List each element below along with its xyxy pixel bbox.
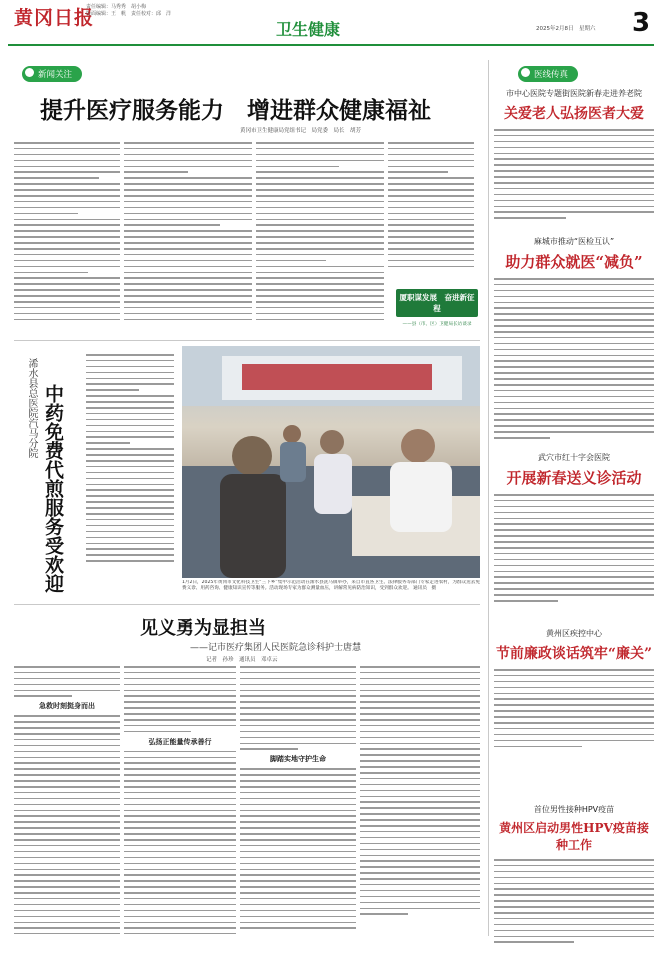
photo-caption xyxy=(182,580,480,600)
brief-1-title: 关爱老人弘扬医者大爱 xyxy=(504,106,644,122)
brief-5-text xyxy=(494,859,654,959)
feature-text-col-2 xyxy=(124,666,236,934)
brief-1-kicker: 市中心医院专题街医院新春走进养老院 xyxy=(506,89,642,98)
photo-caption-text: 1月2日，2025年黄冈市文化科技卫生“三下乡”集中示范活动在浠水县洗马镇举办，来自市直各卫生、法律服务等部门专家走进农村，为群众送去免费义诊、用药咨询、健康知识宣传等服务。活动现场专家为群众测量血压，讲解常见病防治知识，受到群众欢迎。 xyxy=(182,580,480,591)
feature-subhead-3: 脚踏实地守护生命 xyxy=(270,755,326,764)
editor-info xyxy=(86,4,171,18)
brief-5-title: 黄州区启动男性HPV疫苗接种工作 xyxy=(499,821,649,852)
lead-text-col-2 xyxy=(124,142,252,337)
column-divider xyxy=(488,60,489,936)
leaf-icon xyxy=(25,68,34,77)
medical-briefs-label xyxy=(518,66,578,82)
lead-byline: 黄冈市卫生健康局党组书记 局党委 局长 胡芳 xyxy=(240,128,362,134)
brief-2-kicker: 麻城市推动“医检互认” xyxy=(533,237,615,246)
lead-separator xyxy=(14,340,480,341)
brief-1-text xyxy=(494,129,654,225)
interview-banner xyxy=(396,289,478,331)
brief-4-title: 节前廉政谈话筑牢“廉关” xyxy=(495,646,653,662)
lead-headline: 提升医疗服务能力 增进群众健康福祉 xyxy=(40,97,431,124)
masthead-rule xyxy=(8,44,654,46)
lead-text-col-4 xyxy=(388,142,474,282)
vertical-article-text xyxy=(86,354,174,578)
vertical-subtitle: 浠水县总医院汽马分院 xyxy=(26,358,37,458)
feature-byline: 记者 孙珍 通讯员 邓卓云 xyxy=(206,657,278,663)
newspaper-logo: 黄冈日报 xyxy=(14,7,95,29)
brief-3-title: 开展新春送义诊活动 xyxy=(506,469,642,487)
brief-5-kicker: 首位男性接种HPV疫苗 xyxy=(533,805,615,814)
interview-banner-title: 厦职谋发展 奋进新征程 xyxy=(396,289,478,317)
photo-separator xyxy=(14,604,480,605)
brief-item-3 xyxy=(494,452,654,618)
brief-item-5 xyxy=(494,804,654,959)
feature-text-col-1 xyxy=(14,666,120,934)
photo-illustration xyxy=(182,346,480,578)
news-focus-label xyxy=(22,66,82,82)
feature-headline: 见义勇为显担当 xyxy=(140,618,266,639)
brief-2-text xyxy=(494,278,654,456)
section-title: 卫生健康 xyxy=(276,20,341,39)
feature-text-col-3 xyxy=(240,666,356,934)
feature-subhead-1: 急救时刻挺身而出 xyxy=(39,702,95,711)
medical-briefs-label-text: 医线传真 xyxy=(534,70,569,80)
lead-text-col-1 xyxy=(14,142,120,337)
feature-subtitle: ——记市医疗集团人民医院急诊科护士唐慧 xyxy=(190,643,362,653)
vertical-headline: 中药免费代煎服务受欢迎 xyxy=(42,384,64,593)
editor-line-1: 责任编辑：马秀秀 胡小梅 xyxy=(86,4,147,10)
feature-text-col-4 xyxy=(360,666,480,934)
brief-4-text xyxy=(494,669,654,761)
issue-date: 2025年2月8日 星期六 xyxy=(536,26,596,32)
brief-item-1 xyxy=(494,88,654,225)
brief-3-kicker: 武穴市红十字会医院 xyxy=(538,453,610,462)
health-event-photo xyxy=(182,346,480,578)
brief-2-title: 助力群众就医“减负” xyxy=(505,253,643,271)
leaf-icon xyxy=(521,68,530,77)
brief-4-kicker: 黄州区疾控中心 xyxy=(546,629,602,638)
page-number: 3 xyxy=(632,8,651,38)
brief-item-4 xyxy=(494,628,654,761)
editor-line-2: 版面编辑：王 帆 责任校对：邱 洋 xyxy=(86,11,172,17)
brief-item-2 xyxy=(494,236,654,456)
interview-banner-sub: ——县（市、区）卫健局长访谈录 xyxy=(402,322,472,327)
lead-text-col-3 xyxy=(256,142,384,337)
photo-credit: 通讯员 摄 xyxy=(413,586,437,591)
feature-subhead-2: 弘扬正能量传承善行 xyxy=(148,737,212,746)
brief-3-text xyxy=(494,494,654,618)
news-focus-label-text: 新闻关注 xyxy=(38,70,73,80)
